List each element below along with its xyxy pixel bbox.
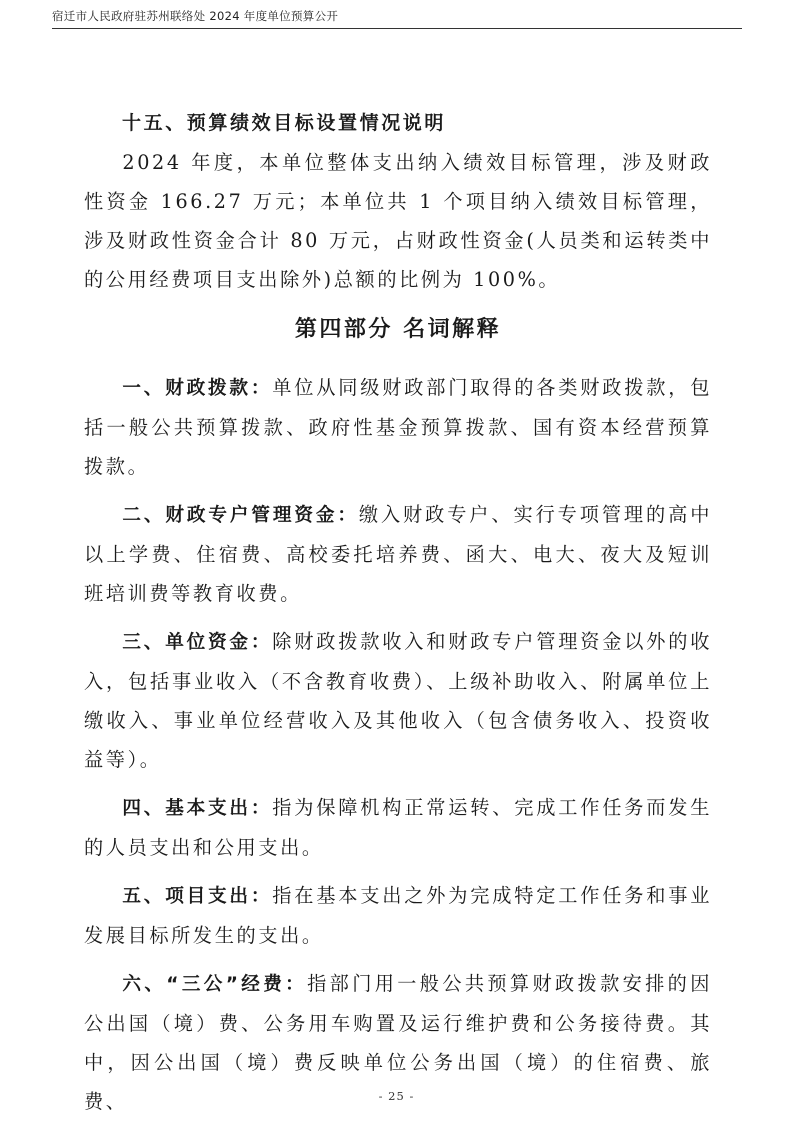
part-4-title: 第四部分 名词解释 <box>294 317 502 342</box>
term-label: 二、财政专户管理资金： <box>122 505 359 526</box>
section-15-body: 2024 年度，本单位整体支出纳入绩效目标管理，涉及财政性资金 166.27 万元；本单位共 1 个项目纳入绩效目标管理，涉及财政性资金合计 80 万元，占财政性资金(人员类和运转类中的公用经费项目支出除外)总额的比例为 100%。 <box>84 151 712 291</box>
section-15-title: 十五、预算绩效目标设置情况说明 <box>122 112 447 134</box>
term-definition: 除财政拨款收入和财政专户管理资金以外的收入，包括事业收入（不含教育收费）、上级补助收入、附属单位上缴收入、事业单位经营收入及其他收入（包含债务收入、投资收益等）。 <box>84 630 713 771</box>
header-divider <box>52 28 742 29</box>
running-header: 宿迁市人民政府驻苏州联络处 2024 年度单位预算公开 <box>52 9 339 23</box>
page-content <box>84 104 712 1121</box>
term-definition: 缴入财政专户、实行专项管理的高中以上学费、住宿费、高校委托培养费、函大、电大、夜大及短训班培训费等教育收费。 <box>84 503 712 605</box>
term-paragraph <box>84 622 712 779</box>
term-label: 四、基本支出： <box>122 798 273 819</box>
page-number: - 25 - <box>378 1089 415 1103</box>
term-definition: 单位从同级财政部门取得的各类财政拨款，包括一般公共预算拨款、政府性基金预算拨款、国有资本经营预算拨款。 <box>84 376 713 478</box>
term-paragraph <box>84 368 712 486</box>
term-definition: 指在基本支出之外为完成特定工作任务和事业发展目标所发生的支出。 <box>84 884 713 947</box>
term-paragraph <box>84 876 712 955</box>
term-definition: 指为保障机构正常运转、完成工作任务而发生的人员支出和公用支出。 <box>84 796 713 859</box>
term-paragraph <box>84 788 712 867</box>
term-paragraph <box>84 495 712 613</box>
term-label: 三、单位资金： <box>122 632 273 653</box>
term-label: 六、“三公”经费： <box>122 974 308 995</box>
term-label: 一、财政拨款： <box>122 378 273 399</box>
term-definition: 指部门用一般公共预算财政拨款安排的因公出国（境）费、公务用车购置及运行维护费和公务接待费。其中，因公出国（境）费反映单位公务出国（境）的住宿费、旅费、 <box>84 972 712 1113</box>
term-label: 五、项目支出： <box>122 886 273 907</box>
